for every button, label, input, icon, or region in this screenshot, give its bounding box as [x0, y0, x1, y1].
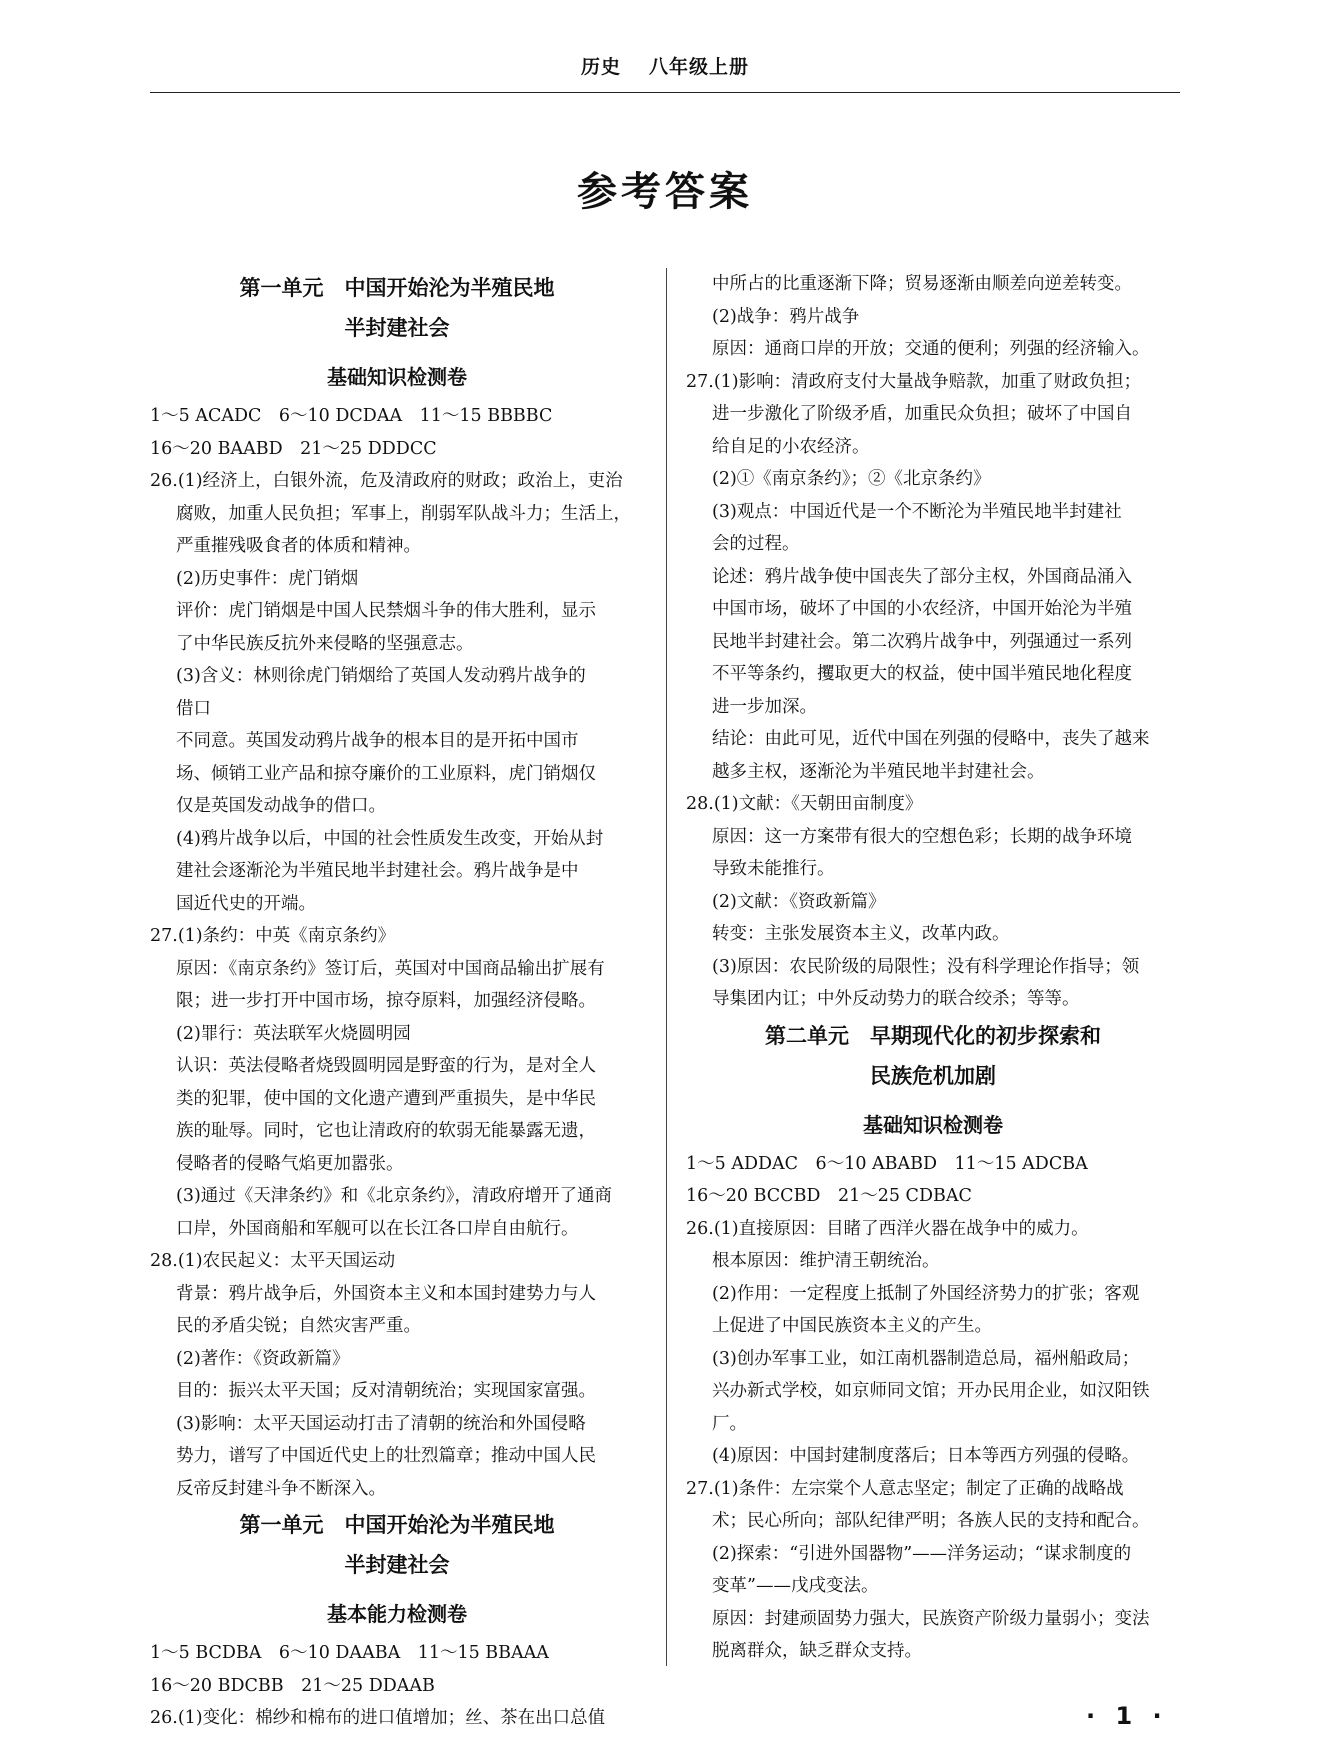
answer-line: 仅是英国发动战争的借口。 — [176, 796, 386, 816]
page-title: 参考答案 — [577, 168, 753, 215]
answer-key-line: 16～20 BCCBD 21～25 CDBAC — [686, 1186, 972, 1206]
answer-line: 26.(1)直接原因：目睹了西洋火器在战争中的威力。 — [686, 1218, 1089, 1239]
answer-line: 原因：这一方案带有很大的空想色彩；长期的战争环境 — [712, 826, 1132, 847]
right-column — [686, 268, 1180, 1668]
answer-line: 不平等条约，攫取更大的权益，使中国半殖民地化程度 — [712, 664, 1132, 684]
column-divider — [666, 268, 667, 1666]
header-subject: 历史 — [580, 56, 621, 78]
left-column — [150, 268, 644, 1735]
answer-line: 建社会逐渐沦为半殖民地半封建社会。鸦片战争是中 — [176, 861, 579, 881]
answer-line: (2)著作：《资政新篇》 — [176, 1348, 350, 1369]
unit-heading: 半封建社会 — [344, 315, 450, 340]
answer-line: 导致未能推行。 — [712, 859, 835, 879]
answer-line: 27.(1)条约：中英《南京条约》 — [150, 926, 396, 946]
answer-line: 兴办新式学校，如京师同文馆；开办民用企业，如汉阳铁 — [712, 1381, 1150, 1401]
answer-key-line: 16～20 BAABD 21～25 DDDCC — [150, 438, 437, 459]
answer-line: 不同意。英国发动鸦片战争的根本目的是开拓中国市 — [176, 731, 579, 751]
answer-line: (3)原因：农民阶级的局限性；没有科学理论作指导；领 — [712, 956, 1140, 977]
answer-line: 目的：振兴太平天国；反对清朝统治；实现国家富强。 — [176, 1381, 596, 1401]
answer-line: 中所占的比重逐渐下降；贸易逐渐由顺差向逆差转变。 — [712, 274, 1132, 294]
answer-line: 进一步加深。 — [712, 696, 817, 717]
answer-line: 背景：鸦片战争后，外国资本主义和本国封建势力与人 — [176, 1283, 596, 1304]
answer-line: (4)原因：中国封建制度落后；日本等西方列强的侵略。 — [712, 1446, 1140, 1466]
answer-line: 变革”——戊戌变法。 — [712, 1576, 879, 1596]
answer-line: 族的耻辱。同时，它也让清政府的软弱无能暴露无遗， — [176, 1121, 596, 1141]
section-heading: 基本能力检测卷 — [327, 1602, 467, 1626]
answer-line: 口岸，外国商船和军舰可以在长江各口岸自由航行。 — [176, 1218, 579, 1239]
answer-line: 越多主权，逐渐沦为半殖民地半封建社会。 — [712, 761, 1045, 782]
answer-line: 势力，谱写了中国近代史上的壮烈篇章；推动中国人民 — [176, 1446, 596, 1466]
answer-line: 26.(1)变化：棉纱和棉布的进口值增加；丝、茶在出口总值 — [150, 1708, 606, 1728]
answer-line: 反帝反封建斗争不断深入。 — [176, 1478, 386, 1499]
unit-heading: 第一单元 中国开始沦为半殖民地 — [239, 1512, 555, 1537]
answer-line: (4)鸦片战争以后，中国的社会性质发生改变，开始从封 — [176, 828, 604, 849]
answer-line: 原因：封建顽固势力强大，民族资产阶级力量弱小；变法 — [712, 1608, 1150, 1629]
running-header — [150, 52, 1180, 79]
answer-line: 原因：《南京条约》签订后，英国对中国商品输出扩展有 — [176, 958, 605, 979]
answer-line: 严重摧残吸食者的体质和精神。 — [176, 536, 421, 556]
section-heading: 基础知识检测卷 — [327, 365, 467, 389]
answer-key-line: 16～20 BDCBB 21～25 DDAAB — [150, 1675, 435, 1696]
unit-heading: 第一单元 中国开始沦为半殖民地 — [239, 275, 555, 300]
answer-line: 26.(1)经济上，白银外流，危及清政府的财政；政治上，吏治 — [150, 471, 623, 491]
answer-line: 国近代史的开端。 — [176, 893, 316, 914]
answer-line: 原因：通商口岸的开放；交通的便利；列强的经济输入。 — [712, 339, 1150, 359]
answer-line: 会的过程。 — [712, 534, 800, 554]
header-grade: 八年级上册 — [649, 56, 750, 78]
answer-line: 进一步激化了阶级矛盾，加重民众负担；破坏了中国自 — [712, 404, 1132, 424]
answer-line: 28.(1)文献：《天朝田亩制度》 — [686, 794, 923, 814]
answer-line: 厂。 — [712, 1413, 747, 1434]
answer-line: 结论：由此可见，近代中国在列强的侵略中，丧失了越来 — [712, 729, 1150, 749]
page-number: · 1 · — [1086, 1702, 1168, 1730]
answer-key-line: 1～5 BCDBA 6～10 DAABA 11～15 BBAAA — [150, 1643, 549, 1663]
answer-line: (2)①《南京条约》；②《北京条约》 — [712, 469, 991, 489]
unit-heading: 第二单元 早期现代化的初步探索和 — [765, 1022, 1101, 1048]
answer-key-line: 1～5 ADDAC 6～10 ABABD 11～15 ADCBA — [686, 1153, 1088, 1174]
answer-line: (2)罪行：英法联军火烧圆明园 — [176, 1023, 411, 1044]
answer-line: 28.(1)农民起义：太平天国运动 — [150, 1251, 396, 1271]
answer-line: 27.(1)影响：清政府支付大量战争赔款，加重了财政负担； — [686, 371, 1142, 392]
section-heading: 基础知识检测卷 — [863, 1112, 1003, 1137]
answer-line: 了中华民族反抗外来侵略的坚强意志。 — [176, 633, 474, 654]
answer-line: 民的矛盾尖锐；自然灾害严重。 — [176, 1316, 421, 1336]
answer-line: (2)文献：《资政新篇》 — [712, 891, 886, 912]
header-rule — [150, 92, 1180, 93]
answer-line: 民地半封建社会。第二次鸦片战争中，列强通过一系列 — [712, 631, 1132, 652]
answer-line: 侵略者的侵略气焰更加嚣张。 — [176, 1153, 404, 1174]
answer-line: 上促进了中国民族资本主义的产生。 — [712, 1316, 992, 1336]
answer-line: (3)通过《天津条约》和《北京条约》，清政府增开了通商 — [176, 1186, 613, 1206]
answer-line: 导集团内讧；中外反动势力的联合绞杀；等等。 — [712, 989, 1080, 1009]
answer-line: 类的犯罪，使中国的文化遗产遭到严重损失，是中华民 — [176, 1088, 596, 1109]
unit-heading: 半封建社会 — [344, 1552, 450, 1577]
answer-line: (3)观点：中国近代是一个不断沦为半殖民地半封建社 — [712, 501, 1122, 522]
answer-line: 给自足的小农经济。 — [712, 436, 870, 457]
answer-line: 借口 — [176, 698, 211, 719]
answer-line: 评价：虎门销烟是中国人民禁烟斗争的伟大胜利，显示 — [176, 601, 596, 621]
answer-line: 根本原因：维护清王朝统治。 — [712, 1251, 940, 1271]
answer-line: 脱离群众，缺乏群众支持。 — [712, 1641, 922, 1661]
answer-line: (3)影响：太平天国运动打击了清朝的统治和外国侵略 — [176, 1413, 586, 1434]
answer-key-line: 1～5 ACADC 6～10 DCDAA 11～15 BBBBC — [150, 406, 553, 426]
answer-line: 限；进一步打开中国市场，掠夺原料，加强经济侵略。 — [176, 991, 596, 1011]
answer-line: (2)战争：鸦片战争 — [712, 306, 860, 327]
answer-line: (2)探索：“引进外国器物”——洋务运动；“谋求制度的 — [712, 1543, 1132, 1564]
answer-line: 腐败，加重人民负担；军事上，削弱军队战斗力；生活上， — [176, 503, 631, 524]
unit-heading: 民族危机加剧 — [870, 1062, 996, 1088]
answer-line: 场、倾销工业产品和掠夺廉价的工业原料，虎门销烟仅 — [176, 763, 596, 784]
answer-line: (2)历史事件：虎门销烟 — [176, 568, 359, 589]
answer-line: (2)作用：一定程度上抵制了外国经济势力的扩张；客观 — [712, 1283, 1140, 1304]
answer-line: 术；民心所向；部队纪律严明；各族人民的支持和配合。 — [712, 1511, 1150, 1531]
answer-line: 中国市场，破坏了中国的小农经济，中国开始沦为半殖 — [712, 599, 1132, 619]
answer-line: 认识：英法侵略者烧毁圆明园是野蛮的行为，是对全人 — [176, 1056, 596, 1076]
answer-line: (3)创办军事工业，如江南机器制造总局，福州船政局； — [712, 1348, 1140, 1369]
answer-line: 27.(1)条件：左宗棠个人意志坚定；制定了正确的战略战 — [686, 1478, 1124, 1499]
answer-line: 转变：主张发展资本主义，改革内政。 — [712, 924, 1010, 944]
answer-line: (3)含义：林则徐虎门销烟给了英国人发动鸦片战争的 — [176, 666, 586, 686]
answer-line: 论述：鸦片战争使中国丧失了部分主权，外国商品涌入 — [712, 566, 1132, 587]
